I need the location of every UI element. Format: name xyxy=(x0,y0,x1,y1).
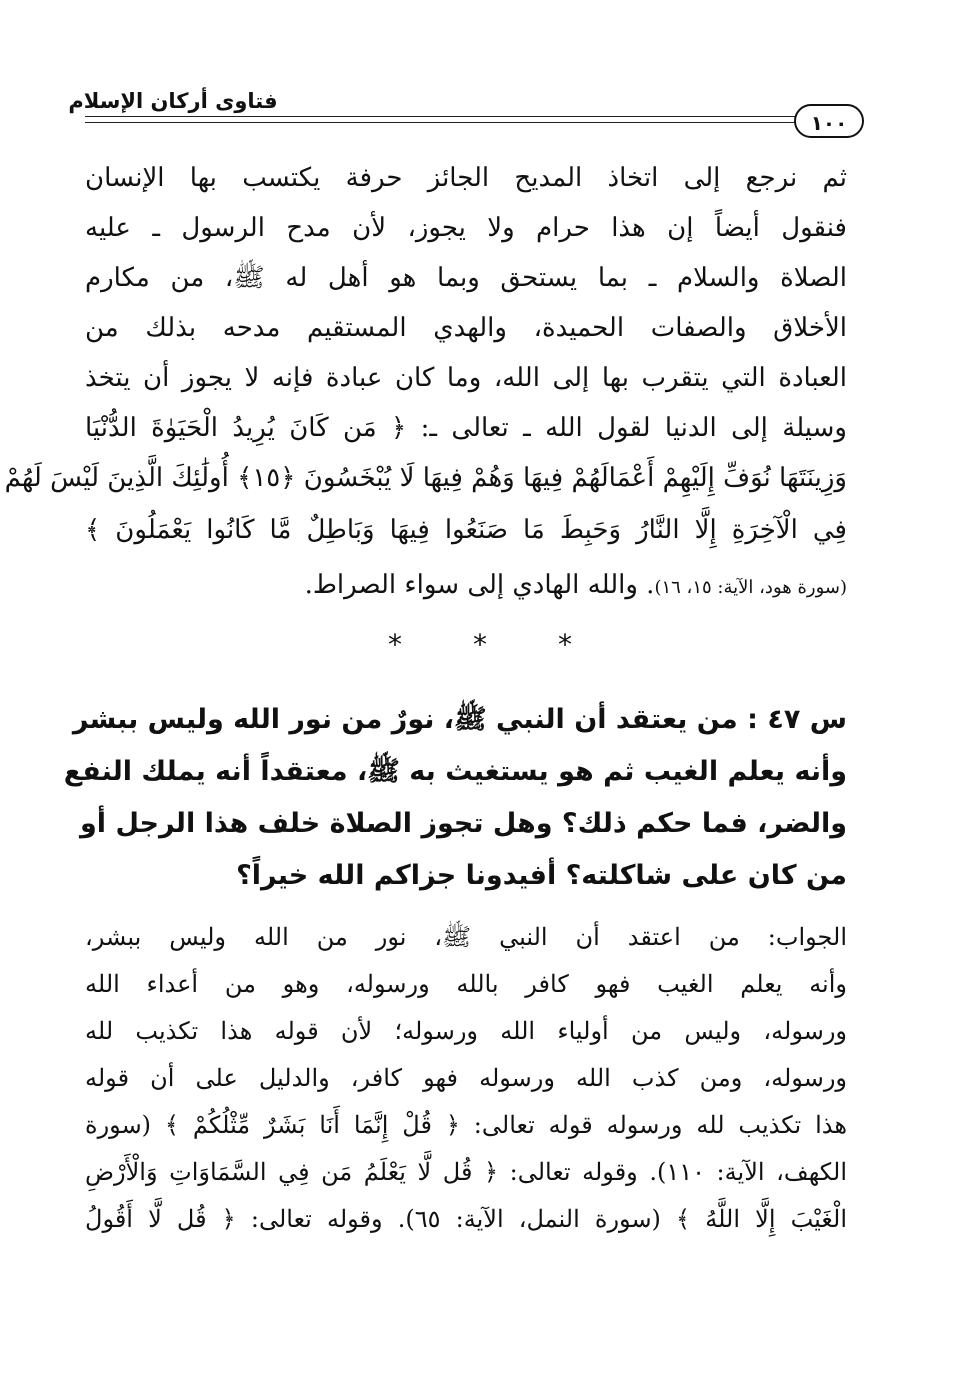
closing-text: . والله الهادي إلى سواء الصراط. xyxy=(304,570,655,600)
header-rule-top xyxy=(85,116,808,117)
question-line: من كان على شاكلته؟ أفيدونا جزاكم الله خيراً؟ xyxy=(236,860,847,891)
header-rule-bottom xyxy=(85,122,808,123)
question-line: س ٤٧ : من يعتقد أن النبي ﷺ، نورٌ من نور الله وليس ببشر xyxy=(72,704,847,735)
question-line: وأنه يعلم الغيب ثم هو يستغيث به ﷺ، معتقداً أنه يملك النفع xyxy=(63,756,847,787)
answer-line: الكهف، الآية: ١١٠). وقوله تعالى: ﴿ قُل لَّا يَعْلَمُ مَن فِي السَّمَاوَاتِ وَالْأَرْضِ xyxy=(85,1158,847,1186)
text-line: الصلاة والسلام ـ بما يستحق وبما هو أهل له ﷺ، من مكارم xyxy=(85,263,847,293)
text-line: فنقول أيضاً إن هذا حرام ولا يجوز، لأن مدح الرسول ـ عليه xyxy=(85,213,847,243)
quran-verse-line: فِي الْآخِرَةِ إِلَّا النَّارُ وَحَبِطَ مَا صَنَعُوا فِيهَا وَبَاطِلٌ مَّا كَانُوا يَعْمَلُونَ ﴾ xyxy=(85,515,847,545)
answer-line: هذا تكذيب لله ورسوله قوله تعالى: ﴿ قُلْ إِنَّمَا أَنَا بَشَرٌ مِّثْلُكُمْ ﴾ (سورة xyxy=(85,1111,847,1139)
text-line: الأخلاق والصفات الحميدة، والهدي المستقيم مدحه بذلك من xyxy=(85,313,847,343)
separator-star: * xyxy=(558,628,572,661)
answer-line: ورسوله، ومن كذب الله ورسوله فهو كافر، والدليل على أن قوله xyxy=(85,1064,847,1092)
verse-reference-line xyxy=(85,560,847,610)
answer-line: الجواب: من اعتقد أن النبي ﷺ، نور من الله وليس ببشر، xyxy=(85,923,848,951)
text-line: وسيلة إلى الدنيا لقول الله ـ تعالى ـ: ﴿ مَن كَانَ يُرِيدُ الْحَيَوٰةَ الدُّنْيَا xyxy=(85,413,847,443)
text-line: العبادة التي يتقرب بها إلى الله، وما كان عبادة فإنه لا يجوز أن يتخذ xyxy=(85,363,847,393)
question-line: والضر، فما حكم ذلك؟ وهل تجوز الصلاة خلف هذا الرجل أو xyxy=(80,808,847,839)
book-title: فتاوى أركان الإسلام xyxy=(68,89,278,113)
verse-reference: (سورة هود، الآية: ١٥، ١٦) xyxy=(654,577,847,598)
answer-line: ورسوله، وليس من أولياء الله ورسوله؛ لأن قوله هذا تكذيب لله xyxy=(85,1017,847,1045)
section-separator xyxy=(380,628,580,662)
answer-line: وأنه يعلم الغيب فهو كافر بالله ورسوله، وهو من أعداء الله xyxy=(85,970,847,998)
separator-star: * xyxy=(473,628,487,661)
text-line: ثم نرجع إلى اتخاذ المديح الجائز حرفة يكتسب بها الإنسان xyxy=(85,163,847,193)
page-number-badge: ١٠٠ xyxy=(794,104,864,138)
separator-star: * xyxy=(388,628,402,661)
answer-line: الْغَيْبَ إِلَّا اللَّهُ ﴾ (سورة النمل، الآية: ٦٥). وقوله تعالى: ﴿ قُل لَّا أَقُولُ xyxy=(85,1205,847,1233)
quran-verse-line: وَزِينَتَهَا نُوَفِّ إِلَيْهِمْ أَعْمَالَهُمْ فِيهَا وَهُمْ فِيهَا لَا يُبْخَسُونَ ﴿١٥﴾ أُولَٰئِكَ الَّذِينَ لَيْسَ لَهُمْ xyxy=(4,463,847,493)
